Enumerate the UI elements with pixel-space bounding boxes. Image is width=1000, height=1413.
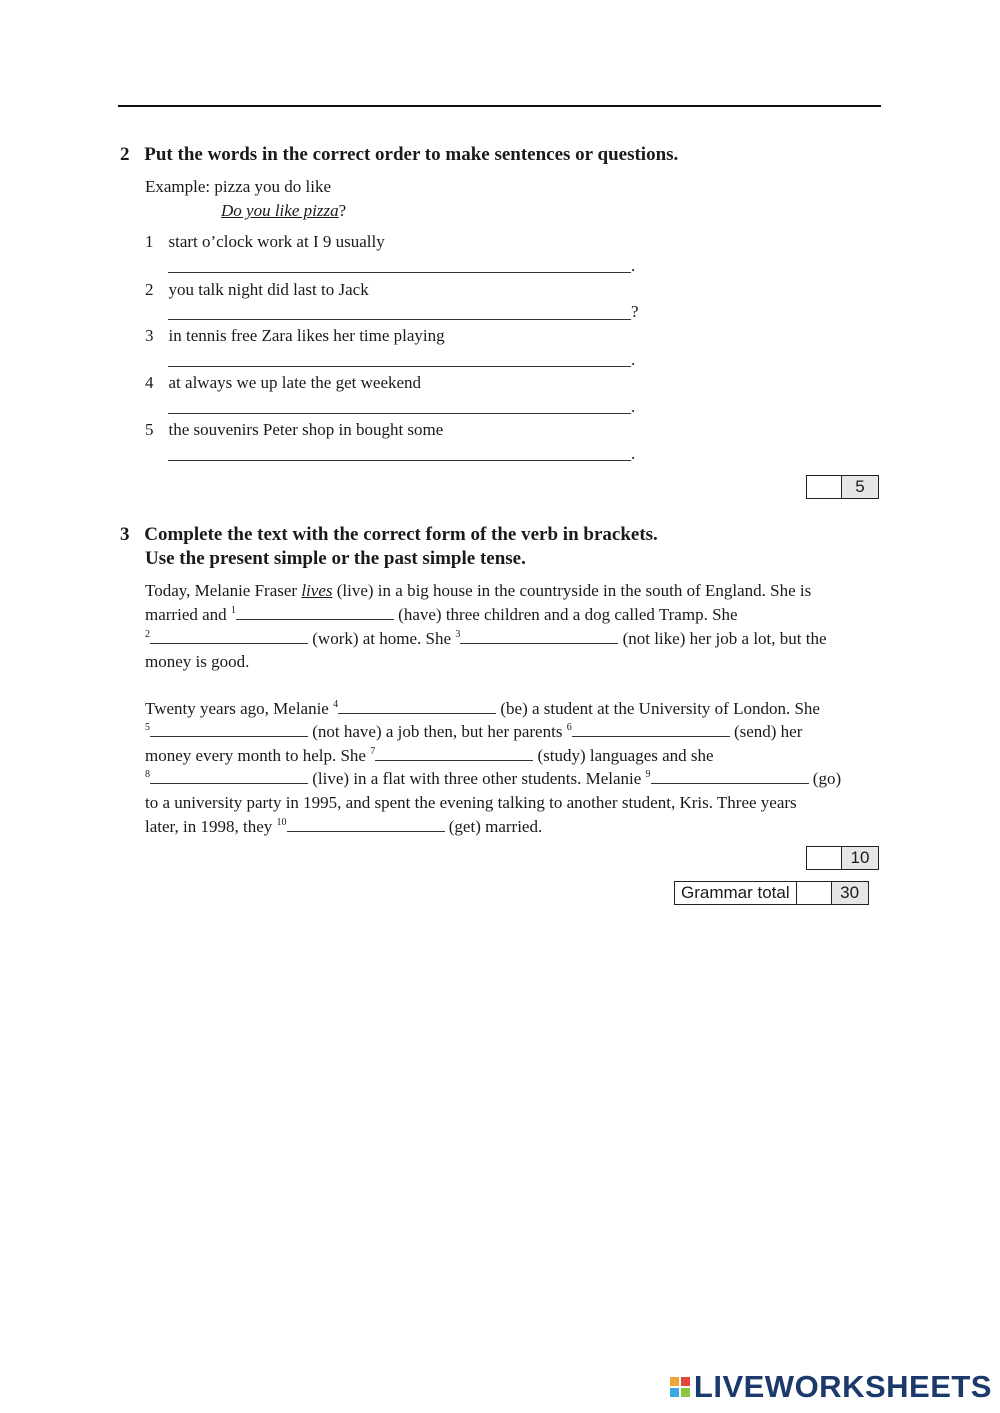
text: later, in 1998, they [145, 817, 277, 836]
liveworksheets-logo [670, 1369, 992, 1405]
list-item [145, 278, 369, 301]
list-item [145, 371, 421, 394]
gap-number: 7 [370, 746, 376, 757]
example-answer [221, 199, 346, 222]
text: (work) at home. She [308, 629, 456, 648]
gap-10[interactable] [287, 817, 445, 832]
text: (get) married. [444, 817, 543, 836]
section-2-score-box [806, 475, 879, 499]
item-end-punct: . [631, 256, 636, 275]
gap-number: 10 [276, 817, 287, 828]
section-3-score-box [806, 846, 879, 870]
text-line: to a university party in 1995, and spent the evening talking to another student, Kris. Three years [145, 793, 797, 812]
text: (not have) a job then, but her parents [308, 722, 567, 741]
item-number: 2 [145, 280, 154, 299]
section-subtitle: Use the present simple or the past simple tense. [145, 548, 526, 569]
gap-number: 3 [455, 629, 461, 640]
logo-icon [670, 1377, 690, 1397]
item-words: start o’clock work at I 9 usually [168, 232, 385, 251]
text-line [145, 579, 811, 602]
example-prompt: Example: pizza you do like [145, 177, 331, 196]
gap-2[interactable] [150, 629, 308, 644]
text: Twenty years ago, Melanie [145, 699, 334, 718]
gap-number: 8 [145, 769, 150, 780]
total-score-max: 30 [832, 882, 868, 904]
text: money every month to help. She [145, 746, 371, 765]
gap-number: 4 [333, 699, 339, 710]
section-number: 3 [120, 524, 130, 545]
answer-line-2[interactable] [168, 319, 631, 320]
item-end-punct: . [631, 350, 636, 369]
section-2-heading [120, 143, 678, 167]
score-input[interactable] [807, 476, 842, 498]
gap-6[interactable] [572, 722, 730, 737]
item-number: 3 [145, 326, 154, 345]
score-max: 10 [842, 847, 878, 869]
gap-1[interactable] [236, 605, 394, 620]
list-item [145, 230, 385, 253]
item-words: at always we up late the get weekend [168, 373, 422, 392]
grammar-total-box [674, 881, 869, 905]
item-number: 4 [145, 373, 154, 392]
section-title: Put the words in the correct order to make sentences or questions. [144, 144, 679, 165]
item-end-punct: ? [631, 302, 639, 321]
text: (live) in a big house in the countryside in the south of England. She is [332, 581, 812, 600]
gap-number: 2 [145, 629, 150, 640]
text-line [145, 720, 802, 746]
section-title: Complete the text with the correct form of the verb in brackets. [144, 524, 658, 545]
gap-7[interactable] [375, 746, 533, 761]
text: married and [145, 605, 231, 624]
text: (live) in a flat with three other students. Melanie [308, 769, 646, 788]
gap-number: 6 [566, 722, 572, 733]
item-end-punct: . [631, 397, 636, 416]
item-words: you talk night did last to Jack [168, 280, 369, 299]
text-line [145, 603, 738, 629]
score-input[interactable] [807, 847, 842, 869]
grammar-total-label: Grammar total [675, 882, 797, 904]
section-number: 2 [120, 144, 130, 165]
answer-line-3[interactable] [168, 366, 631, 367]
text: (have) three children and a dog called Tramp. She [393, 605, 738, 624]
gap-number: 5 [145, 722, 150, 733]
text: (go) [808, 769, 842, 788]
example-answer-end: ? [338, 201, 347, 220]
gap-8[interactable] [150, 769, 308, 784]
gap-number: 9 [645, 769, 651, 780]
answer-line-5[interactable] [168, 460, 631, 461]
list-item [145, 324, 445, 347]
total-score-input[interactable] [797, 882, 832, 904]
example-verb: lives [301, 581, 333, 600]
item-number: 5 [145, 420, 154, 439]
item-words: in tennis free Zara likes her time playing [168, 326, 445, 345]
text: (send) her [729, 722, 803, 741]
gap-4[interactable] [338, 699, 496, 714]
answer-line-4[interactable] [168, 413, 631, 414]
item-words: the souvenirs Peter shop in bought some [168, 420, 444, 439]
top-rule [118, 105, 881, 107]
logo-text: LIVEWORKSHEETS [693, 1369, 992, 1404]
text: (not like) her job a lot, but the [618, 629, 827, 648]
text: (be) a student at the University of London. She [496, 699, 820, 718]
text-line: money is good. [145, 652, 250, 671]
gap-number: 1 [230, 605, 236, 616]
item-number: 1 [145, 232, 154, 251]
list-item [145, 418, 443, 441]
gap-3[interactable] [460, 629, 618, 644]
gap-9[interactable] [651, 769, 809, 784]
text-line [145, 815, 542, 841]
text: (study) languages and she [533, 746, 714, 765]
score-max: 5 [842, 476, 878, 498]
answer-line-1[interactable] [168, 272, 631, 273]
section-3-heading [120, 523, 658, 547]
item-end-punct: . [631, 444, 636, 463]
gap-5[interactable] [150, 722, 308, 737]
text: Today, Melanie Fraser [145, 581, 302, 600]
example-answer-text: Do you like pizza [221, 201, 339, 220]
text-line [145, 767, 841, 793]
